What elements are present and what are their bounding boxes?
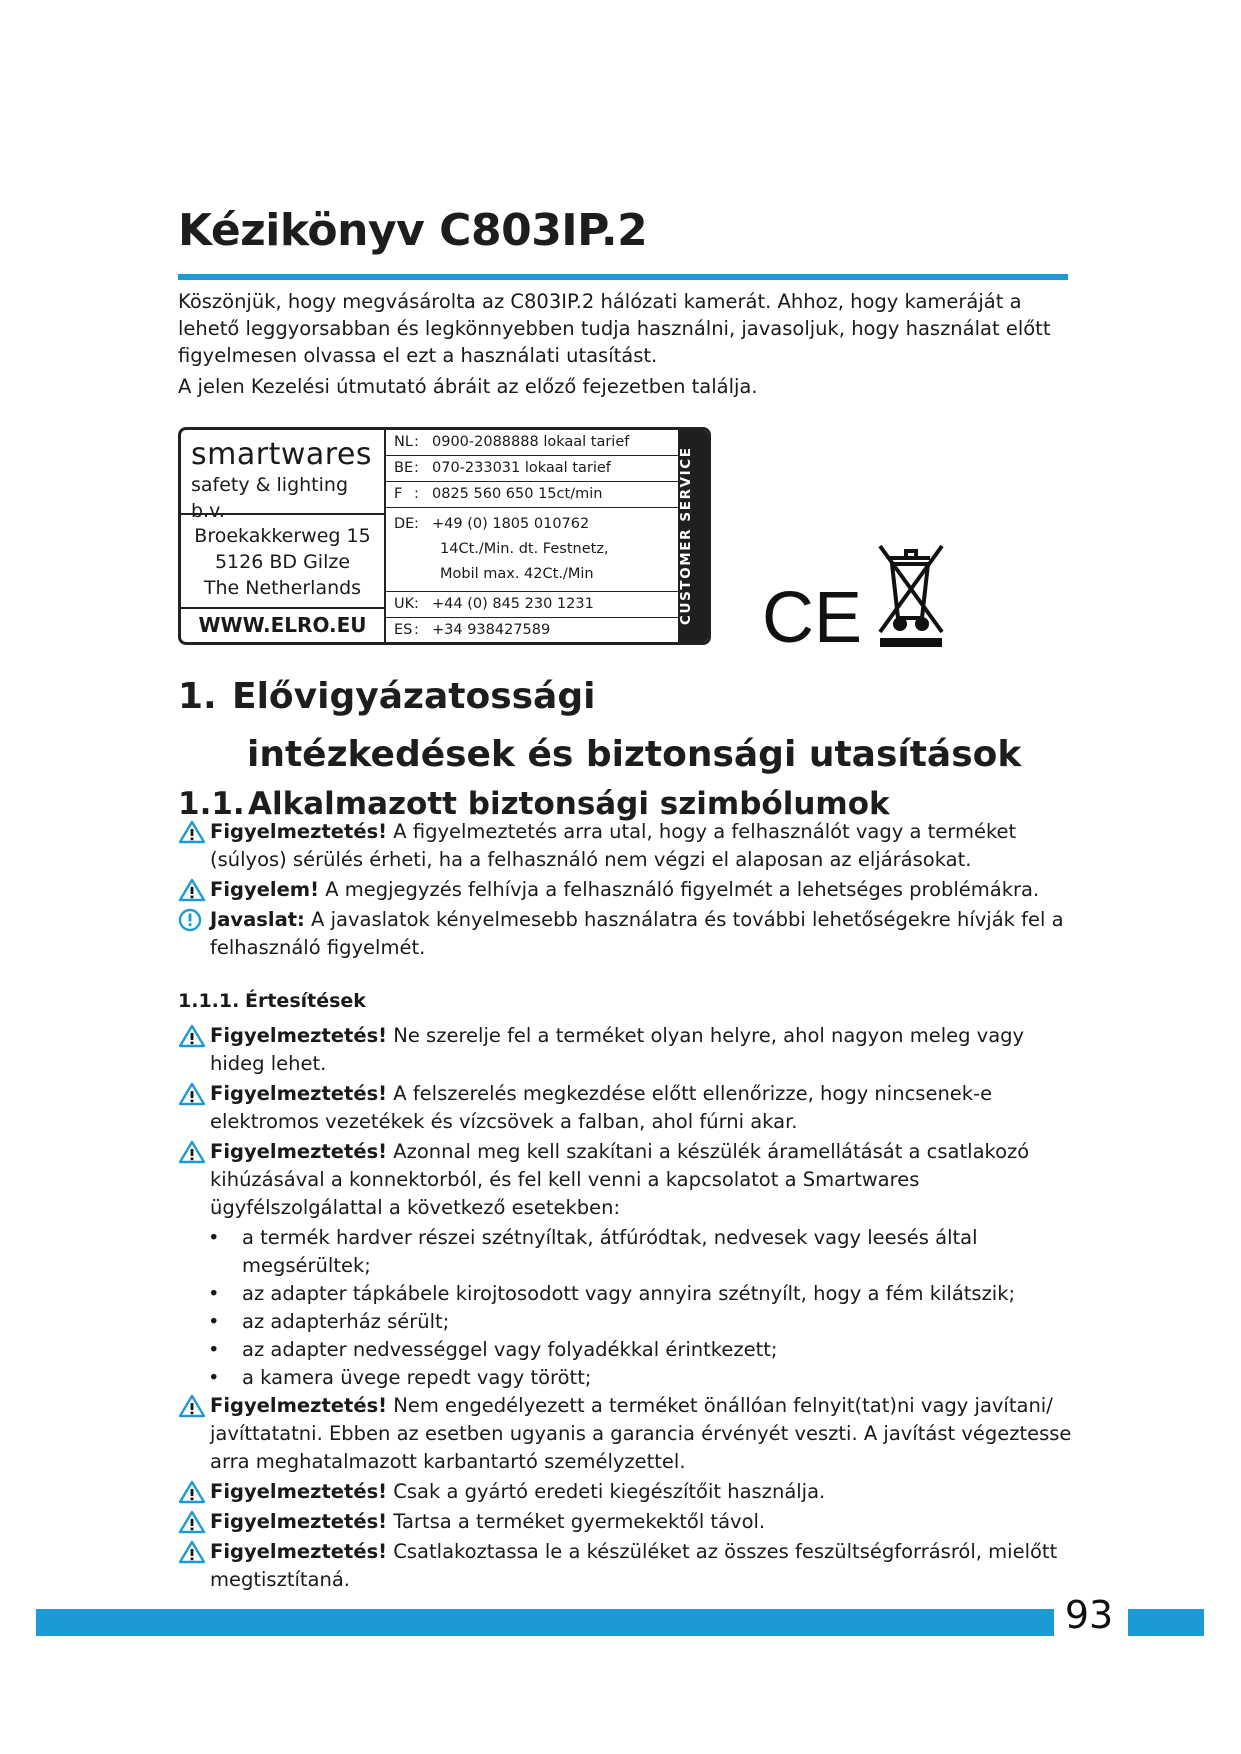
warning-item <box>178 1538 1078 1594</box>
symbol-label: Figyelem! <box>210 878 320 901</box>
warning-text: A felszerelés megkezdése előtt ellenőrizze, hogy nincsenek-e elektromos vezetékek és vízcsövek a falban, ahol fúrni akar. <box>210 1082 993 1133</box>
section-1-1-1-heading <box>178 990 366 1012</box>
section-title-line2: intézkedések és biztonsági utasítások <box>247 734 1022 775</box>
intro-paragraph: Köszönjük, hogy megvásárolta az C803IP.2 hálózati kamerát. Ahhoz, hogy kameráját a lehető leggyorsabban és legkönnyebben tudja használni, javasoljuk, hogy használat előtt figyelmesen olvassa el ezt a használati utasítást. <box>178 290 1051 367</box>
section-1-heading <box>178 668 1021 784</box>
ce-mark-icon: CE <box>762 578 863 651</box>
warning-item <box>178 1022 1078 1078</box>
symbol-text: A figyelmeztetés arra utal, hogy a felhasználót vagy a terméket (súlyos) sérülés érheti, ha a felhasználó nem végzi el alaposan az eljárásokat. <box>210 820 1017 871</box>
address-line: 5126 BD Gilze <box>214 551 351 573</box>
warning-text: Nem engedélyezett a terméket önállóan felnyit(tat)ni vagy javítani/ javíttatatni. Ebben az esetben ugyanis a garancia érvényét veszti. A javítást végeztesse arra meghatalmazott karbantartó személyzettel. <box>210 1394 1072 1473</box>
section-title: Értesítések <box>245 990 366 1012</box>
warning-item <box>178 1478 1078 1506</box>
section-number: 1.1. <box>178 786 245 822</box>
country-code: UK <box>394 596 415 612</box>
warning-item <box>178 1080 1078 1136</box>
weee-bin-icon <box>880 546 942 647</box>
warning-text: Ne szerelje fel a terméket olyan helyre, ahol nagyon meleg vagy hideg lehet. <box>210 1024 1025 1075</box>
symbol-list <box>178 818 1078 964</box>
phone-row-be: BE: 070-233031 lokaal tarief <box>386 456 679 482</box>
warning-item <box>178 1392 1078 1476</box>
page-title: Kézikönyv C803IP.2 <box>178 205 648 256</box>
symbol-item <box>178 876 1078 904</box>
symbol-text: A megjegyzés felhívja a felhasználó figyelmét a lehetséges problémákra. <box>319 878 1040 901</box>
warning-label: Figyelmeztetés! <box>210 1140 388 1163</box>
phone-table <box>386 430 679 642</box>
list-item: • az adapter tápkábele kirojtosodott vagy annyira szétnyílt, hogy a fém kilátszik; <box>178 1280 1078 1308</box>
warning-icon <box>178 1480 206 1504</box>
address-line: Broekakkerweg 15 <box>194 525 371 547</box>
symbol-label: Figyelmeztetés! <box>210 820 388 843</box>
brand-subtitle: safety & lighting b.v. <box>191 474 349 522</box>
phone-row-f: F : 0825 560 650 15ct/min <box>386 482 679 508</box>
country-code: BE <box>394 460 414 476</box>
warning-icon <box>178 1394 206 1418</box>
country-code: DE <box>394 516 415 532</box>
notices-list <box>178 1022 1078 1596</box>
customer-service-box <box>178 427 711 645</box>
company-brand <box>181 430 384 522</box>
warning-text: Csatlakoztassa le a készüléket az összes feszültségforrásról, mielőtt megtisztítaná. <box>210 1540 1058 1591</box>
phone-text: +44 (0) 845 230 1231 <box>432 596 594 612</box>
footer-bar <box>36 1609 1054 1636</box>
intro-text <box>178 288 1078 404</box>
warning-label: Figyelmeztetés! <box>210 1540 388 1563</box>
warning-label: Figyelmeztetés! <box>210 1510 388 1533</box>
phone-note: Mobil max. 42Ct./Min <box>440 566 594 582</box>
warning-item <box>178 1508 1078 1536</box>
warning-text: Csak a gyártó eredeti kiegészítőit használja. <box>387 1480 826 1503</box>
phone-note: 14Ct./Min. dt. Festnetz, <box>440 541 609 557</box>
page-number: 93 <box>1064 1593 1114 1637</box>
country-code: ES <box>394 622 413 638</box>
warning-label: Figyelmeztetés! <box>210 1024 388 1047</box>
list-item: • az adapterház sérült; <box>178 1308 1078 1336</box>
customer-service-label: CUSTOMER SERVICE <box>678 430 708 642</box>
phone-text: 070-233031 lokaal tarief <box>432 460 611 476</box>
warning-icon <box>178 820 206 844</box>
info-icon <box>178 908 206 932</box>
phone-text: 0900-2088888 lokaal tarief <box>432 434 630 450</box>
symbol-item <box>178 818 1078 874</box>
intro-paragraph-figures: A jelen Kezelési útmutató ábráit az előző fejezetben találja. <box>178 375 758 398</box>
brand-name: smartwares <box>191 437 373 472</box>
company-column <box>181 430 386 642</box>
symbol-label: Javaslat: <box>210 908 305 931</box>
section-title-line1: Elővigyázatossági <box>232 676 596 717</box>
phone-text: 0825 560 650 15ct/min <box>432 486 603 502</box>
title-rule <box>178 274 1068 280</box>
address-line: The Netherlands <box>203 577 362 599</box>
section-1-1-heading <box>178 786 890 822</box>
section-title: Alkalmazott biztonsági szimbólumok <box>248 786 890 822</box>
symbol-text: A javaslatok kényelmesebb használatra és további lehetőségekre hívják fel a felhasználó figyelmét. <box>210 908 1064 959</box>
list-item: • a kamera üvege repedt vagy törött; <box>178 1364 1078 1392</box>
website: WWW.ELRO.EU <box>198 613 367 637</box>
country-code: F <box>394 486 403 502</box>
warning-label: Figyelmeztetés! <box>210 1394 388 1417</box>
country-code: NL <box>394 434 413 450</box>
warning-text: Azonnal meg kell szakítani a készülék áramellátását a csatlakozó kihúzásával a konnektorból, és fel kell venni a kapcsolatot a Smartwares ügyfélszolgálattal a következő esetekben: <box>210 1140 1030 1219</box>
list-item: • a termék hardver részei szétnyíltak, átfúródtak, nedvesek vagy leesés által megsérültek; <box>178 1224 1078 1280</box>
warning-label: Figyelmeztetés! <box>210 1082 388 1105</box>
warning-icon <box>178 1140 206 1164</box>
warning-item <box>178 1138 1078 1222</box>
list-item: • az adapter nedvességgel vagy folyadékkal érintkezett; <box>178 1336 1078 1364</box>
section-number: 1. <box>178 676 217 717</box>
warning-label: Figyelmeztetés! <box>210 1480 388 1503</box>
warning-icon <box>178 878 206 902</box>
phone-row-de: DE: +49 (0) 1805 010762 14Ct./Min. dt. Festnetz, Mobil max. 42Ct./Min <box>386 508 679 592</box>
section-number: 1.1.1. <box>178 990 240 1012</box>
company-address <box>181 515 384 609</box>
warning-icon <box>178 1082 206 1106</box>
phone-row-nl: NL: 0900-2088888 lokaal tarief <box>386 430 679 456</box>
phone-text: +34 938427589 <box>432 622 551 638</box>
compliance-marks <box>762 536 962 651</box>
warning-icon <box>178 1510 206 1534</box>
warning-icon <box>178 1024 206 1048</box>
footer-bar-end <box>1128 1609 1204 1636</box>
phone-row-uk: UK: +44 (0) 845 230 1231 <box>386 592 679 618</box>
phone-text: +49 (0) 1805 010762 <box>432 516 590 532</box>
symbol-item <box>178 906 1078 962</box>
warning-text: Tartsa a terméket gyermekektől távol. <box>387 1510 766 1533</box>
warning-icon <box>178 1540 206 1564</box>
phone-row-es: ES : +34 938427589 <box>386 618 679 644</box>
